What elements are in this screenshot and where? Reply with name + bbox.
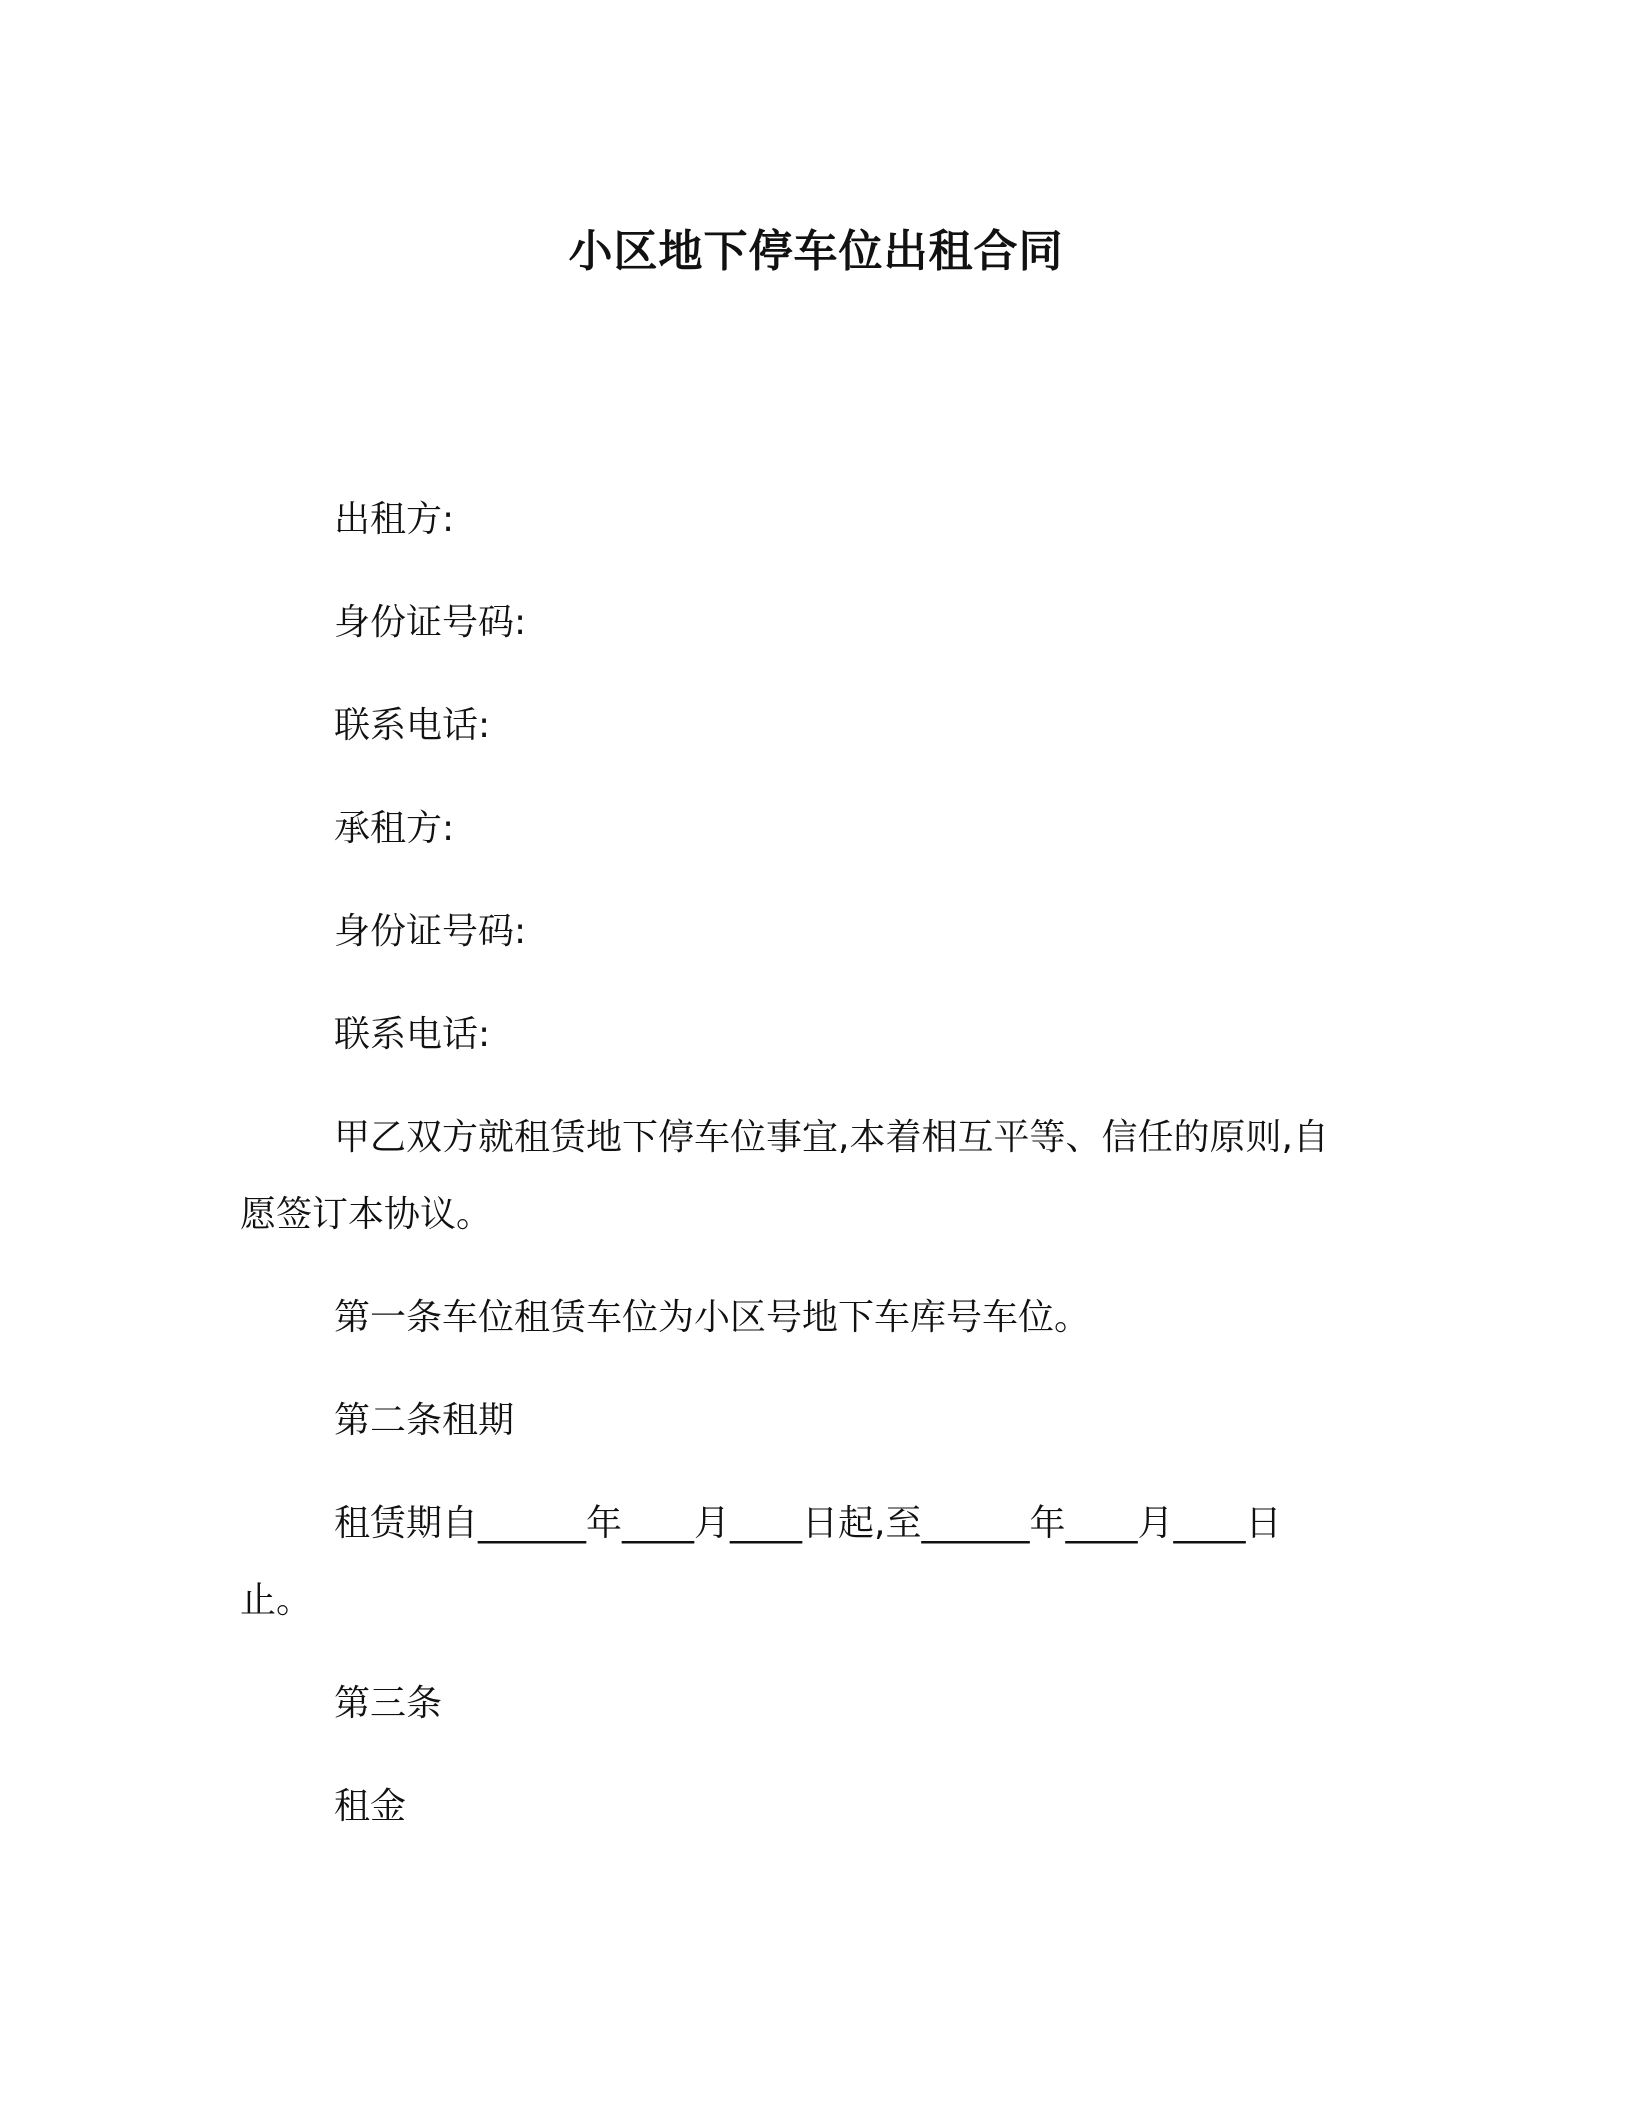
intro-paragraph-line-2: 愿签订本协议。: [240, 1194, 493, 1235]
article-2-heading: 第二条租期: [334, 1400, 515, 1441]
lessor-label: 出租方:: [334, 499, 455, 540]
article-3-heading: 第三条: [334, 1683, 443, 1724]
lessor-phone-label: 联系电话:: [334, 705, 491, 746]
document-title: 小区地下停车位出租合同: [568, 226, 1064, 277]
lessee-label: 承租方:: [334, 808, 455, 849]
lease-term-line-1: 租赁期自______年____月____日起,至______年____月____日: [334, 1503, 1282, 1544]
intro-paragraph-line-1: 甲乙双方就租赁地下停车位事宜,本着相互平等、信任的原则,自: [334, 1117, 1329, 1158]
lessor-id-label: 身份证号码:: [334, 602, 527, 643]
rent-heading: 租金: [334, 1786, 407, 1827]
article-1: 第一条车位租赁车位为小区号地下车库号车位。: [334, 1297, 1091, 1338]
lessee-id-label: 身份证号码:: [334, 911, 527, 952]
lease-term-line-2: 止。: [240, 1580, 313, 1621]
lessee-phone-label: 联系电话:: [334, 1014, 491, 1055]
